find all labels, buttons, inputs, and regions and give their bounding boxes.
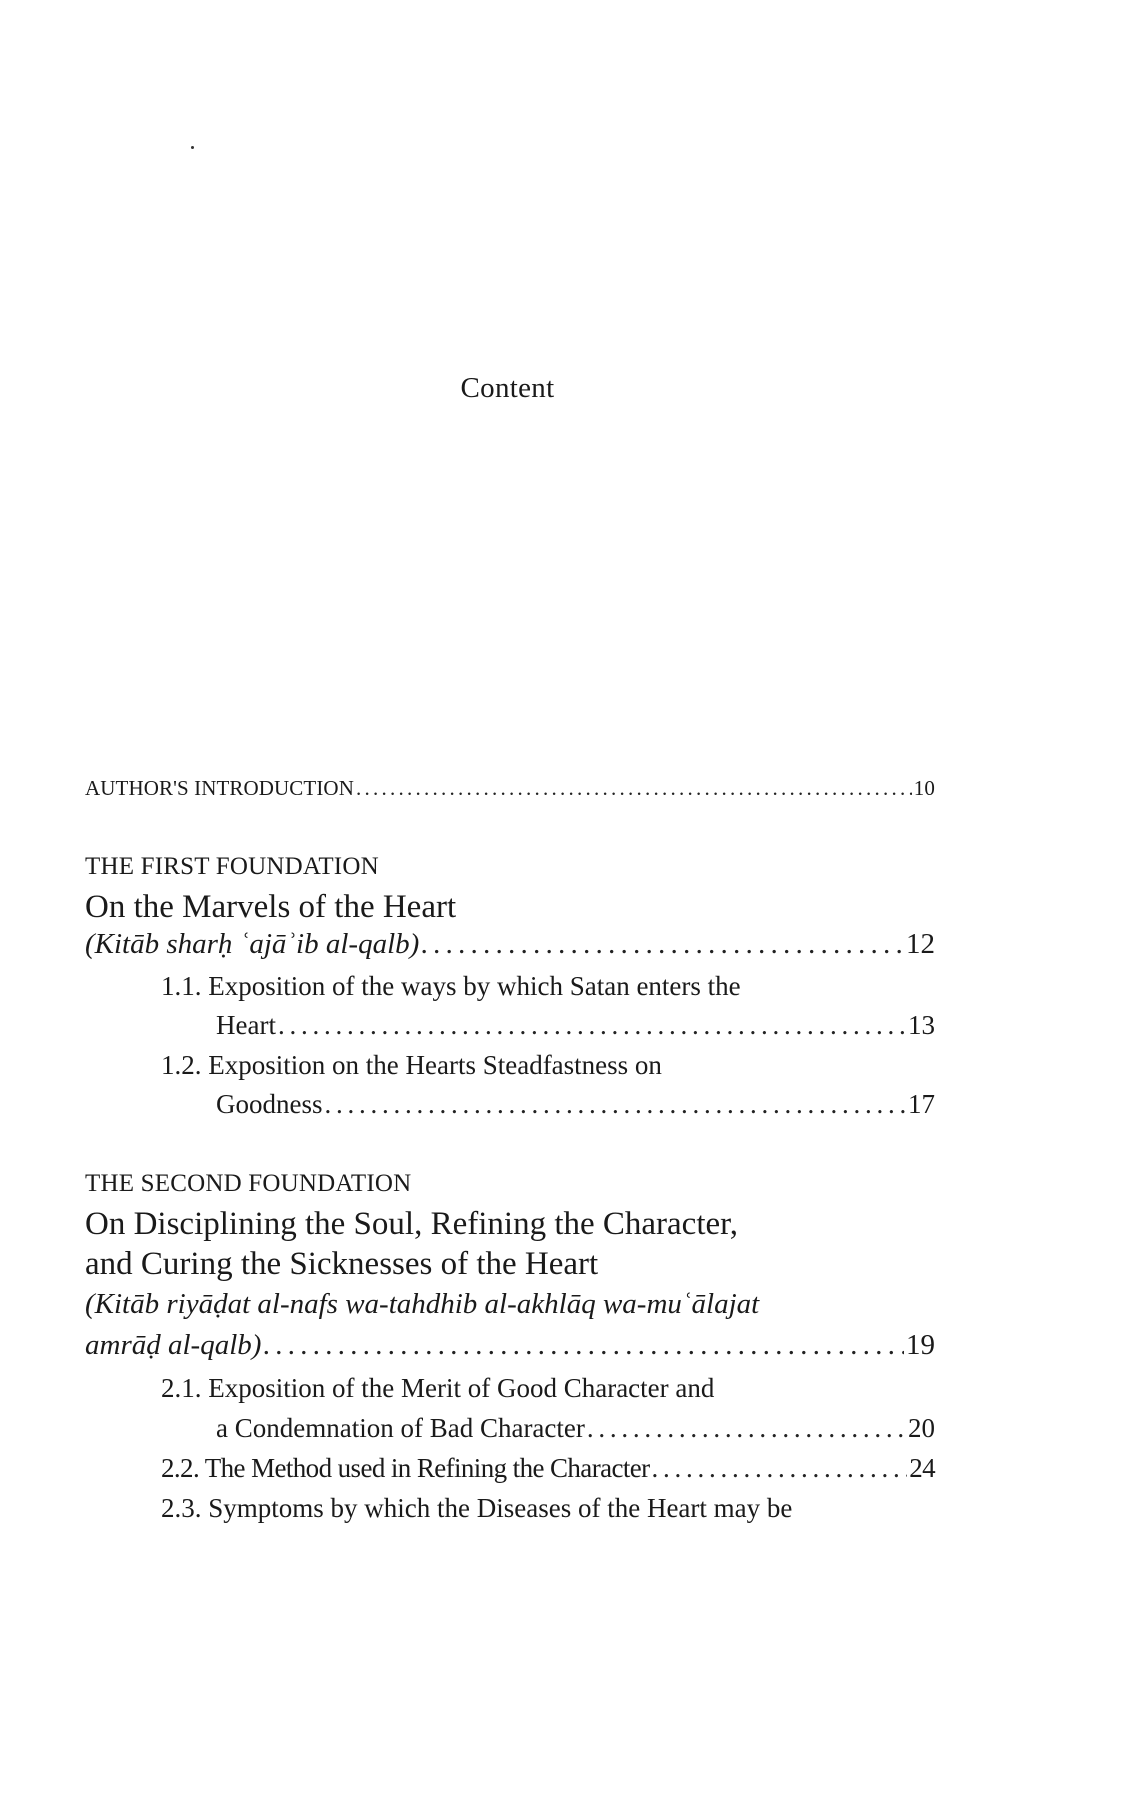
dot-leader xyxy=(421,928,904,961)
toc-entry-label: Heart xyxy=(216,1010,276,1040)
toc-entry-label: amrāḍ al-qalb) xyxy=(85,1329,262,1361)
toc-entry-label: Goodness xyxy=(216,1089,323,1119)
toc-page-number: 24 xyxy=(909,1453,935,1483)
toc-entry-2-1-line1[interactable]: 2.1. Exposition of the Merit of Good Character and xyxy=(161,1373,715,1403)
toc-entry-label: 2.2. The Method used in Refining the Character xyxy=(161,1453,650,1483)
section-heading-second-line2: and Curing the Sicknesses of the Heart xyxy=(85,1246,599,1282)
part-label-first: THE FIRST FOUNDATION xyxy=(85,853,379,880)
toc-entry-2-2[interactable] xyxy=(161,1453,935,1484)
toc-page-number: 20 xyxy=(908,1413,935,1443)
toc-entry-first-foundation[interactable] xyxy=(85,928,935,961)
toc-entry-2-1[interactable] xyxy=(216,1413,935,1444)
toc-page-number: 17 xyxy=(908,1089,935,1119)
page-title: Content xyxy=(460,372,555,404)
toc-entry-1-1-line1[interactable]: 1.1. Exposition of the ways by which Satan enters the xyxy=(161,971,741,1001)
section-heading-first: On the Marvels of the Heart xyxy=(85,889,457,925)
toc-entry-intro[interactable] xyxy=(85,776,935,801)
arabic-title-second-line1: (Kitāb riyāḍat al-nafs wa-tahdhib al-akhlāq wa-muʿālajat xyxy=(85,1288,760,1320)
toc-page-number: 10 xyxy=(913,776,935,800)
toc-page-number: 12 xyxy=(906,928,935,960)
dot-leader xyxy=(356,776,912,801)
ink-speck xyxy=(191,146,194,149)
toc-entry-1-2[interactable] xyxy=(216,1089,935,1120)
dot-leader xyxy=(263,1329,904,1362)
toc-entry-1-1[interactable] xyxy=(216,1010,935,1041)
toc-page-number: 13 xyxy=(908,1010,935,1040)
dot-leader xyxy=(652,1453,908,1484)
toc-entry-2-3-line1[interactable]: 2.3. Symptoms by which the Diseases of the Heart may be xyxy=(161,1493,793,1523)
dot-leader xyxy=(278,1010,906,1041)
toc-entry-1-2-line1[interactable]: 1.2. Exposition on the Hearts Steadfastness on xyxy=(161,1050,662,1080)
toc-entry-label: a Condemnation of Bad Character xyxy=(216,1413,585,1443)
toc-page-number: 19 xyxy=(906,1329,935,1361)
dot-leader xyxy=(587,1413,906,1444)
toc-entry-second-foundation[interactable] xyxy=(85,1329,935,1362)
toc-entry-label: AUTHOR'S INTRODUCTION xyxy=(85,776,354,800)
part-label-second: THE SECOND FOUNDATION xyxy=(85,1170,412,1197)
section-heading-second-line1: On Disciplining the Soul, Refining the Character, xyxy=(85,1206,739,1242)
dot-leader xyxy=(325,1089,907,1120)
toc-entry-label: (Kitāb sharḥ ʿajāʾib al-qalb) xyxy=(85,928,420,960)
